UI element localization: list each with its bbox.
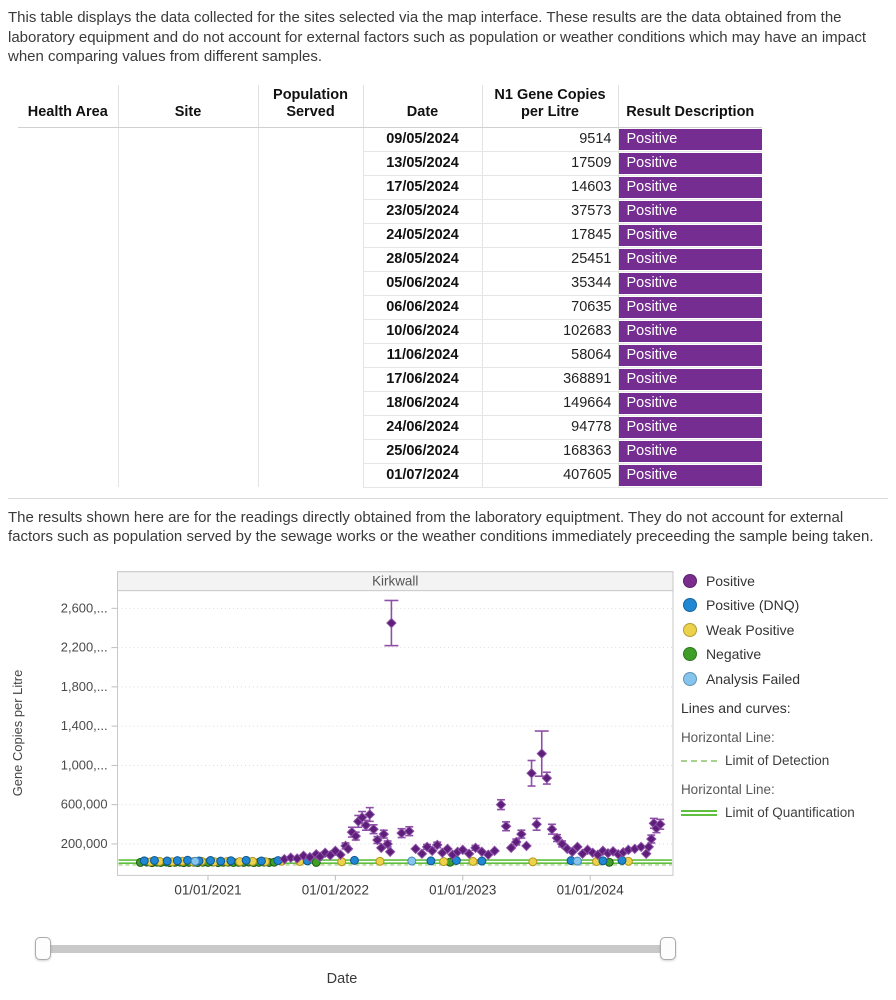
cell-date: 18/06/2024 <box>363 391 482 415</box>
double-line-swatch-icon <box>681 810 717 816</box>
section-divider <box>8 498 888 499</box>
cell-date: 25/06/2024 <box>363 439 482 463</box>
svg-text:2,200,...: 2,200,... <box>60 639 108 655</box>
slider-handle-right[interactable] <box>660 937 676 960</box>
svg-text:01/01/2023: 01/01/2023 <box>429 881 497 897</box>
cell-n1-gene-copies: 9514 <box>482 127 618 151</box>
cell-date: 24/05/2024 <box>363 223 482 247</box>
legend-item-negative[interactable]: Negative <box>681 642 888 667</box>
svg-text:Gene Copies per Litre: Gene Copies per Litre <box>9 669 25 796</box>
cell-health-area <box>18 127 118 487</box>
table-header-row <box>18 85 762 128</box>
svg-text:01/01/2022: 01/01/2022 <box>301 881 369 897</box>
legend-item-weak-positive[interactable]: Weak Positive <box>681 618 888 643</box>
svg-text:600,000: 600,000 <box>60 796 108 812</box>
result-badge: Positive <box>619 153 763 174</box>
legend-item-positive[interactable]: Positive <box>681 569 888 594</box>
result-badge: Positive <box>619 417 763 438</box>
col-header-population-served[interactable]: Population Served <box>258 85 363 128</box>
col-header-health-area[interactable]: Health Area <box>18 85 118 128</box>
legend-limit-of-detection[interactable]: Limit of Detection <box>681 753 888 768</box>
table-row[interactable] <box>18 127 762 151</box>
cell-date: 23/05/2024 <box>363 199 482 223</box>
chart-description: The results shown here are for the readings directly obtained from the laboratory equiptment. They do not account for external factors such as population served by the sewage works or the weather conditions immediately preceeding the sample being taken. <box>8 508 874 545</box>
svg-text:01/01/2021: 01/01/2021 <box>174 881 242 897</box>
cell-site <box>118 127 258 487</box>
cell-date: 09/05/2024 <box>363 127 482 151</box>
cell-n1-gene-copies: 94778 <box>482 415 618 439</box>
cell-date: 13/05/2024 <box>363 151 482 175</box>
svg-text:2,600,...: 2,600,... <box>60 599 108 615</box>
cell-n1-gene-copies: 35344 <box>482 271 618 295</box>
legend-item-analysis-failed[interactable]: Analysis Failed <box>681 667 888 692</box>
cell-n1-gene-copies: 149664 <box>482 391 618 415</box>
col-header-site[interactable]: Site <box>118 85 258 128</box>
cell-date: 10/06/2024 <box>363 319 482 343</box>
cell-date: 28/05/2024 <box>363 247 482 271</box>
cell-n1-gene-copies: 37573 <box>482 199 618 223</box>
legend-dot-icon <box>683 574 697 588</box>
legend-dot-icon <box>683 623 697 637</box>
cell-date: 17/06/2024 <box>363 367 482 391</box>
svg-text:Kirkwall: Kirkwall <box>372 573 419 589</box>
legend-dot-icon <box>683 598 697 612</box>
svg-text:200,000: 200,000 <box>60 835 108 851</box>
cell-n1-gene-copies: 70635 <box>482 295 618 319</box>
cell-n1-gene-copies: 25451 <box>482 247 618 271</box>
cell-n1-gene-copies: 17845 <box>482 223 618 247</box>
legend-dot-icon <box>683 647 697 661</box>
result-badge: Positive <box>619 249 763 270</box>
legend-item-positive-dnq[interactable]: Positive (DNQ) <box>681 593 888 618</box>
svg-text:01/01/2024: 01/01/2024 <box>556 881 624 897</box>
col-header-n1-gene[interactable]: N1 Gene Copies per Litre <box>482 85 618 128</box>
col-header-date[interactable]: Date <box>363 85 482 128</box>
result-badge: Positive <box>619 321 763 342</box>
horizontal-line-label-1: Horizontal Line: <box>680 730 775 745</box>
slider-axis-label: Date <box>326 970 358 987</box>
result-badge: Positive <box>619 441 763 462</box>
result-badge: Positive <box>619 393 763 414</box>
slider-handle-left[interactable] <box>35 937 51 960</box>
result-badge: Positive <box>619 201 763 222</box>
dashed-line-swatch-icon <box>681 760 717 762</box>
cell-date: 05/06/2024 <box>363 271 482 295</box>
scatter-chart[interactable] <box>8 563 681 905</box>
legend-dot-icon <box>683 672 697 686</box>
svg-text:1,400,...: 1,400,... <box>60 717 108 733</box>
cell-date: 24/06/2024 <box>363 415 482 439</box>
table-description: This table displays the data collected for the sites selected via the map interface. These results are the data obtained from the laboratory equipment and do not account for external factors such as population or weather conditions which may have an impact when comparing values from different samples. <box>8 9 866 65</box>
svg-text:1,800,...: 1,800,... <box>60 678 108 694</box>
col-header-result-description[interactable]: Result Description <box>618 85 762 128</box>
result-badge: Positive <box>619 129 763 150</box>
date-range-slider[interactable] <box>8 937 676 961</box>
horizontal-line-label-2: Horizontal Line: <box>680 782 775 797</box>
cell-n1-gene-copies: 368891 <box>482 367 618 391</box>
legend-limit-of-quantification[interactable]: Limit of Quantification <box>681 805 888 820</box>
result-badge: Positive <box>619 369 763 390</box>
svg-text:1,000,...: 1,000,... <box>60 756 108 772</box>
cell-n1-gene-copies: 102683 <box>482 319 618 343</box>
result-badge: Positive <box>619 225 763 246</box>
cell-n1-gene-copies: 58064 <box>482 343 618 367</box>
cell-n1-gene-copies: 17509 <box>482 151 618 175</box>
result-badge: Positive <box>619 273 763 294</box>
result-badge: Positive <box>619 177 763 198</box>
result-badge: Positive <box>619 345 763 366</box>
result-badge: Positive <box>619 297 763 318</box>
cell-n1-gene-copies: 407605 <box>482 463 618 487</box>
lines-and-curves-label: Lines and curves: <box>680 700 791 716</box>
cell-date: 06/06/2024 <box>363 295 482 319</box>
chart-legend <box>681 563 888 905</box>
cell-date: 17/05/2024 <box>363 175 482 199</box>
results-table[interactable] <box>18 85 762 488</box>
cell-date: 11/06/2024 <box>363 343 482 367</box>
cell-date: 01/07/2024 <box>363 463 482 487</box>
cell-n1-gene-copies: 14603 <box>482 175 618 199</box>
result-badge: Positive <box>619 465 763 486</box>
chart-section <box>8 563 888 905</box>
slider-track[interactable] <box>35 945 676 953</box>
cell-n1-gene-copies: 168363 <box>482 439 618 463</box>
cell-population-served <box>258 127 363 487</box>
